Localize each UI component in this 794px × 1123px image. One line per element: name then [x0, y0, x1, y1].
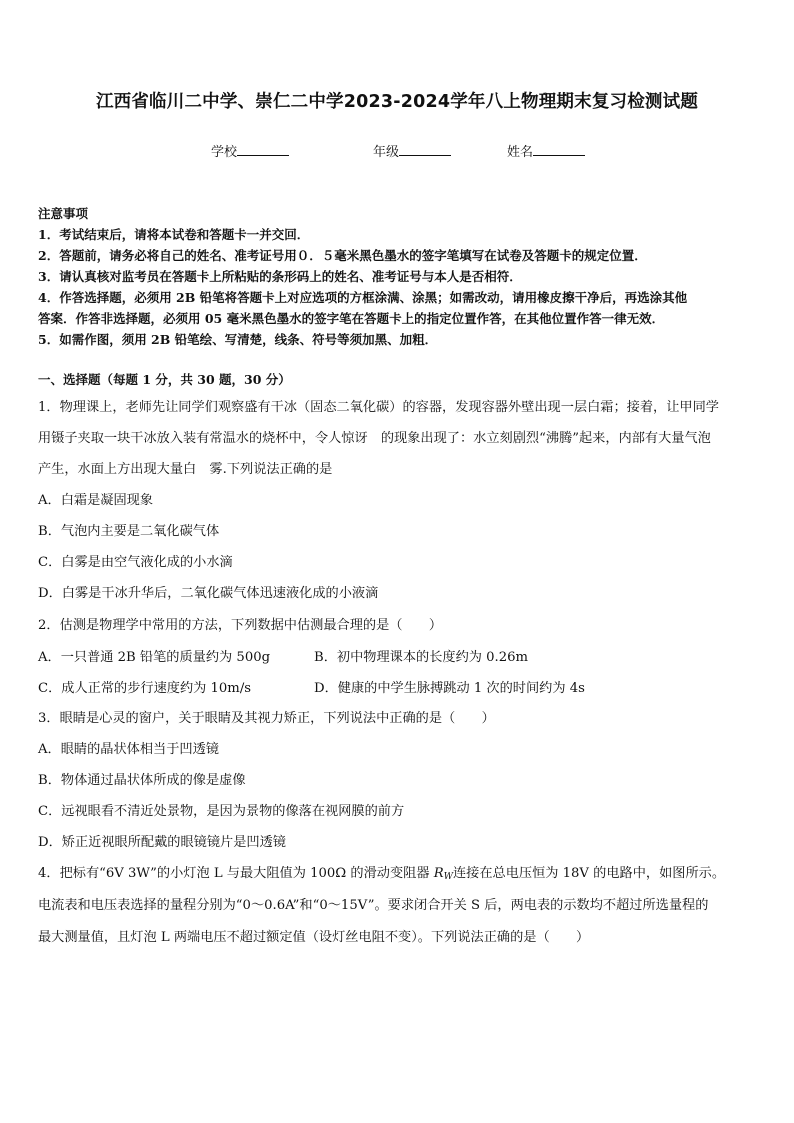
section-heading: 一、选择题（每题 1 分，共 30 题，30 分） — [38, 372, 291, 387]
grade-label: 年级 — [373, 145, 400, 160]
q1-option-d: D．白雾是干冰升华后，二氧化碳气体迅速液化成的小液滴 — [38, 586, 379, 601]
notice-item: 答案．作答非选择题，必须用 05 毫米黑色墨水的签字笔在答题卡上的指定位置作答，在其他位置作答一律无效． — [38, 311, 665, 326]
notice-item: 3．请认真核对监考员在答题卡上所粘贴的条形码上的姓名、准考证号与本人是否相符． — [38, 269, 522, 284]
notice-item: 2．答题前，请务必将自己的姓名、准考证号用０．５毫米黑色墨水的签字笔填写在试卷及答题卡的规定位置． — [38, 248, 647, 263]
name-label: 姓名 — [507, 145, 534, 160]
grade-field — [373, 141, 451, 160]
q3-option-a: A．眼睛的晶状体相当于凹透镜 — [38, 742, 219, 757]
name-blank[interactable] — [533, 143, 585, 156]
school-field — [211, 141, 289, 160]
q2-option-d: D．健康的中学生脉搏跳动 1 次的时间约为 4s — [314, 681, 585, 696]
q4-stem-line: 最大测量值，且灯泡 L 两端电压不超过额定值（设灯丝电阻不变）。下列说法正确的是（ ） — [38, 930, 590, 945]
q1-stem-line: 产生，水面上方出现大量白 雾.下列说法正确的是 — [38, 462, 333, 477]
q2-option-c: C．成人正常的步行速度约为 10m/s — [38, 681, 252, 696]
q4-resistor-symbol: R — [433, 866, 444, 881]
q1-stem-line: 用镊子夹取一块干冰放入装有常温水的烧杯中，令人惊讶 的现象出现了：水立刻剧烈“沸腾”起来，内部有大量气泡 — [38, 431, 711, 446]
notice-heading: 注意事项 — [38, 206, 89, 221]
q4-stem-part: 连接在总电压恒为 18V 的电路中，如图所示。 — [452, 866, 726, 881]
q3-option-d: D．矫正近视眼所配戴的眼镜镜片是凹透镜 — [38, 835, 286, 850]
q4-stem-part: 4．把标有“6V 3W”的小灯泡 L 与最大阻值为 100Ω 的滑动变阻器 — [38, 866, 434, 881]
q4-resistor-subscript: W — [443, 872, 453, 882]
notice-item: 1．考试结束后，请将本试卷和答题卡一并交回． — [38, 227, 310, 242]
q3-stem: 3．眼睛是心灵的窗户，关于眼睛及其视力矫正，下列说法中正确的是（ ） — [38, 711, 495, 726]
notice-item: 5．如需作图，须用 2B 铅笔绘、写清楚，线条、符号等须加黑、加粗． — [38, 332, 438, 347]
q1-option-a: A．白霜是凝固现象 — [38, 493, 154, 508]
notice-item: 4．作答选择题，必须用 2B 铅笔将答题卡上对应选项的方框涂满、涂黑；如需改动，请用橡皮擦干净后，再选涂其他 — [38, 290, 688, 305]
q2-option-a: A．一只普通 2B 铅笔的质量约为 500g — [38, 650, 271, 665]
q1-stem-line: 1．物理课上，老师先让同学们观察盛有干冰（固态二氧化碳）的容器，发现容器外壁出现一层白霜；接着，让甲同学 — [38, 400, 719, 415]
q3-option-b: B．物体通过晶状体所成的像是虚像 — [38, 773, 246, 788]
q4-stem-line: 电流表和电压表选择的量程分别为“0～0.6A”和“0～15V”。要求闭合开关 S 后，两电表的示数均不超过所选量程的 — [38, 898, 709, 913]
school-blank[interactable] — [237, 143, 289, 156]
grade-blank[interactable] — [399, 143, 451, 156]
q1-option-b: B．气泡内主要是二氧化碳气体 — [38, 524, 220, 539]
q2-option-b: B．初中物理课本的长度约为 0.26m — [314, 650, 528, 665]
q4-stem-line — [38, 862, 725, 882]
q3-option-c: C．远视眼看不清近处景物，是因为景物的像落在视网膜的前方 — [38, 804, 405, 819]
exam-title: 江西省临川二中学、崇仁二中学2023-2024学年八上物理期末复习检测试题 — [95, 92, 699, 112]
q1-option-c: C．白雾是由空气液化成的小水滴 — [38, 555, 233, 570]
name-field — [507, 141, 585, 160]
q2-stem: 2．估测是物理学中常用的方法，下列数据中估测最合理的是（ ） — [38, 618, 443, 633]
school-label: 学校 — [211, 145, 238, 160]
